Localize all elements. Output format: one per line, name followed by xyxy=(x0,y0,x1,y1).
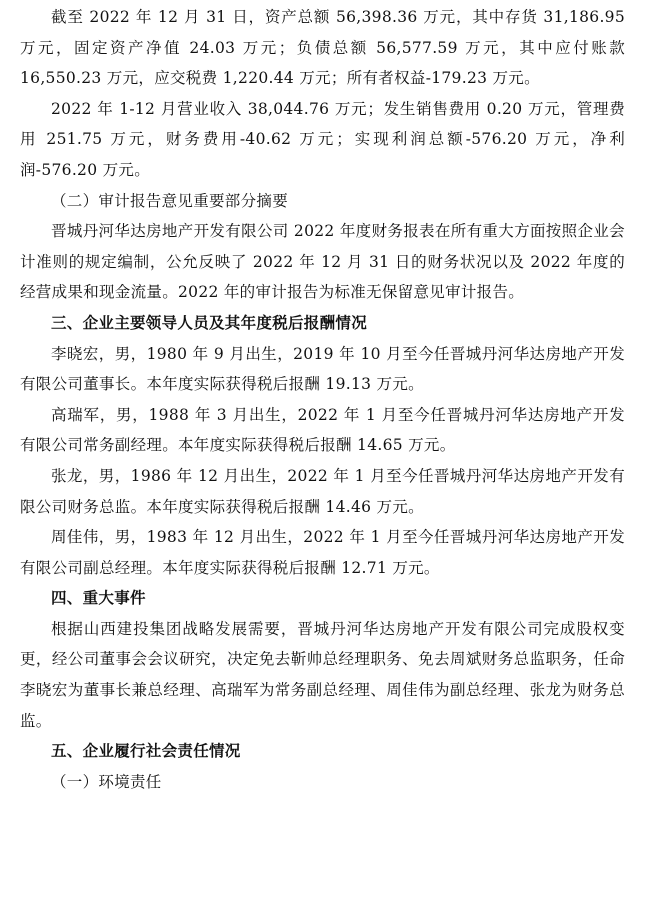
environmental-responsibility-heading: （一）环境责任 xyxy=(51,772,162,791)
audit-summary-paragraph: 晋城丹河华达房地产开发有限公司 2022 年度财务报表在所有重大方面按照企业会计准则的规定编制，公允反映了 2022 年 12 月 31 日的财务状况以及 2022 年度的经营成果和现金流量。2022 年的审计报告为标准无保留意见审计报告。 xyxy=(20,222,625,302)
income-statement-paragraph: 2022 年 1-12 月营业收入 38,044.76 万元；发生销售费用 0.20 万元，管理费用 251.75 万元，财务费用-40.62 万元；实现利润总额-576.20 万元，净利润-576.20 万元。 xyxy=(20,99,625,179)
leader-li-xiaohong-paragraph: 李晓宏，男，1980 年 9 月出生，2019 年 10 月至今任晋城丹河华达房地产开发有限公司董事长。本年度实际获得税后报酬 19.13 万元。 xyxy=(20,344,625,394)
leaders-section-heading: 三、企业主要领导人员及其年度税后报酬情况 xyxy=(51,313,368,332)
balance-sheet-paragraph: 截至 2022 年 12 月 31 日，资产总额 56,398.36 万元，其中存货 31,186.95 万元，固定资产净值 24.03 万元；负债总额 56,577.59 万元，其中应付账款 16,550.23 万元，应交税费 1,220.44 万元；所有者权益-179.23 万元。 xyxy=(20,8,625,88)
major-events-heading: 四、重大事件 xyxy=(51,589,146,608)
audit-summary-heading: （二）审计报告意见重要部分摘要 xyxy=(51,191,289,210)
major-events-paragraph: 根据山西建投集团战略发展需要，晋城丹河华达房地产开发有限公司完成股权变更，经公司董事会会议研究，决定免去靳帅总经理职务、免去周斌财务总监职务，任命李晓宏为董事长兼总经理、高瑞军为常务副总经理、周佳伟为副总经理、张龙为财务总监。 xyxy=(20,619,625,730)
social-responsibility-heading: 五、企业履行社会责任情况 xyxy=(51,742,241,761)
leader-gao-ruijun-paragraph: 高瑞军，男，1988 年 3 月出生，2022 年 1 月至今任晋城丹河华达房地产开发有限公司常务副经理。本年度实际获得税后报酬 14.65 万元。 xyxy=(20,405,625,455)
leader-zhang-long-paragraph: 张龙，男，1986 年 12 月出生，2022 年 1 月至今任晋城丹河华达房地产开发有限公司财务总监。本年度实际获得税后报酬 14.46 万元。 xyxy=(20,466,625,516)
leader-zhou-jiawei-paragraph: 周佳伟，男，1983 年 12 月出生，2022 年 1 月至今任晋城丹河华达房地产开发有限公司副总经理。本年度实际获得税后报酬 12.71 万元。 xyxy=(20,528,625,577)
